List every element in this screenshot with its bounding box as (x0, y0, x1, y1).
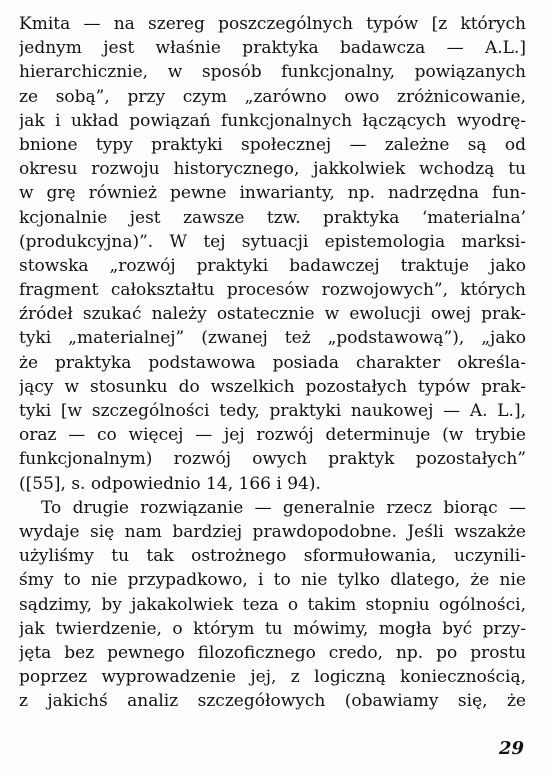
text-line: użyliśmy tu tak ostrożnego sformułowania, uczynili- (19, 546, 526, 567)
text-line: jący w stosunku do wszelkich pozostałych typów prak- (19, 376, 526, 397)
text-line: kcjonalnie jest zawsze tzw. praktyka ‘materialna’ (19, 207, 526, 228)
text-line: fragment całokształtu procesów rozwojowych”, których (19, 280, 526, 301)
text-line: funkcjonalnym) rozwój owych praktyk pozostałych” (19, 449, 526, 470)
text-line: okresu rozwoju historycznego, jakkolwiek wchodzą tu (19, 159, 526, 180)
text-line: stowska „rozwój praktyki badawczej traktuje jako (19, 255, 526, 276)
text-line: hierarchicznie, w sposób funkcjonalny, powiązanych (19, 62, 526, 83)
text-line: Kmita — na szereg poszczególnych typów [z których (19, 14, 526, 34)
text-line: tyki [w szczególności tedy, praktyki naukowej — A. L.], (19, 401, 526, 421)
text-line: z jakichś analiz szczegółowych (obawiamy się, że (19, 691, 526, 712)
text-line: poprzez wyprowadzenie jej, z logiczną koniecznością, (19, 667, 526, 688)
text-line: w grę również pewne inwarianty, np. nadrzędna fun- (19, 183, 526, 204)
text-line: jednym jest właśnie praktyka badawcza — A.L.] (19, 38, 526, 59)
text-line: bnione typy praktyki społecznej — zależne są od (19, 134, 526, 155)
body-text (19, 12, 526, 713)
paragraph-first-line: To drugie rozwiązanie — generalnie rzecz biorąc — (41, 497, 526, 518)
text-line: wydaje się nam bardziej prawdopodobne. Jeśli wszakże (19, 521, 526, 542)
text-line: ([55], s. odpowiednio 14, 166 i 94). (19, 473, 321, 494)
text-line: sądzimy, by jakakolwiek teza o takim stopniu ogólności, (19, 594, 526, 615)
text-line: jak twierdzenie, o którym tu mówimy, mogła być przy- (19, 618, 526, 639)
text-line: jak i układ powiązań funkcjonalnych łączących wyodrę- (19, 110, 526, 131)
text-line: ze sobą”, przy czym „zarówno owo zróżnicowanie, (19, 86, 526, 107)
text-line: (produkcyjna)”. W tej sytuacji epistemologia marksi- (19, 231, 526, 252)
text-line: że praktyka podstawowa posiada charakter określa- (19, 352, 526, 373)
text-line: oraz — co więcej — jej rozwój determinuje (w trybie (19, 425, 526, 446)
text-line: jęta bez pewnego filozoficznego credo, np. po prostu (19, 642, 526, 663)
text-line: tyki „materialnej” (zwanej też „podstawową”), „jako (19, 328, 526, 349)
text-line: źródeł szukać należy ostatecznie w ewolucji owej prak- (19, 304, 526, 325)
page-number: 29 (498, 738, 524, 759)
text-line: śmy to nie przypadkowo, i to nie tylko dlatego, że nie (19, 570, 526, 591)
